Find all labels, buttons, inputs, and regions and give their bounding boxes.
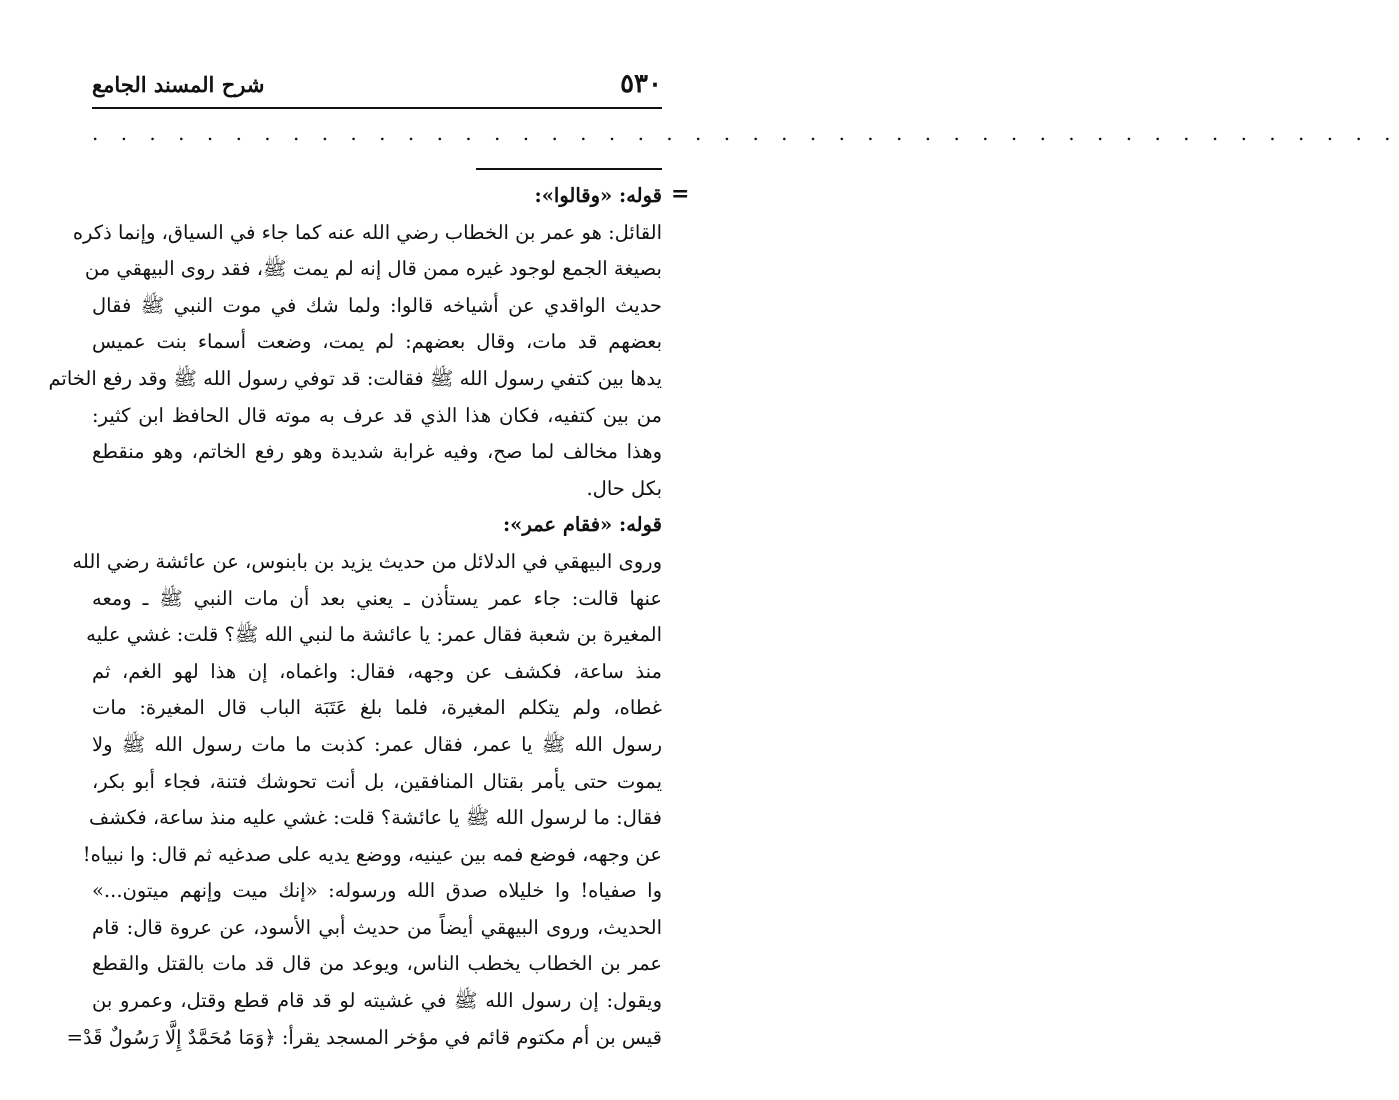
text-line: الحديث، وروى البيهقي أيضاً من حديث أبي الأسود، عن عروة قال: قام (92, 915, 662, 939)
page-number: ٥٣٠ (620, 69, 662, 99)
text-line: عنها قالت: جاء عمر يستأذن ـ يعني بعد أن مات النبي ﷺ ـ ومعه (92, 586, 662, 610)
text-line: قيس بن أم مكتوم قائم في مؤخر المسجد يقرأ: ﴿وَمَا مُحَمَّدٌ إِلَّا رَسُولٌ قَدْ= (66, 1025, 662, 1049)
text-line: يدها بين كتفي رسول الله ﷺ فقالت: قد توفي رسول الله ﷺ وقد رفع الخاتم (48, 366, 662, 390)
text-line: منذ ساعة، فكشف عن وجهه، فقال: واغماه، إن هذا لهو الغم، ثم (92, 659, 662, 683)
text-line: عن وجهه، فوضع فمه بين عينيه، ووضع يديه على صدغيه ثم قال: وا نبياه! (82, 842, 662, 866)
continuation-mark: = (671, 181, 690, 207)
text-line: بصيغة الجمع لوجود غيره ممن قال إنه لم يمت ﷺ، فقد روى البيهقي من (84, 257, 662, 281)
section-heading: قوله: «فقام عمر»: (502, 513, 662, 537)
text-line: يموت حتى يأمر بقتال المنافقين، بل أنت تحوشك فتنة، فجاء أبو بكر، (92, 769, 662, 793)
text-line: ويقول: إن رسول الله ﷺ في غشيته لو قد قام قطع وقتل، وعمرو بن (92, 989, 662, 1013)
text-line: حديث الواقدي عن أشياخه قالوا: ولما شك في موت النبي ﷺ فقال (92, 293, 662, 317)
section-heading: قوله: «وقالوا»: (534, 184, 662, 207)
text-line: وا صفياه! وا خليلاه صدق الله ورسوله: «إنك ميت وإنهم ميتون...» (92, 879, 662, 903)
text-line: المغيرة بن شعبة فقال عمر: يا عائشة ما لنبي الله ﷺ؟ قلت: غشي عليه (86, 623, 662, 647)
text-line: وهذا مخالف لما صح، وفيه غرابة شديدة وهو رفع الخاتم، وهو منقطع (92, 440, 662, 464)
text-line: بعضهم قد مات، وقال بعضهم: لم يمت، وضعت أسماء بنت عميس (92, 330, 662, 354)
text-line: وروى البيهقي في الدلائل من حديث يزيد بن بابنوس، عن عائشة رضي الله (72, 549, 662, 573)
running-title: شرح المسند الجامع (92, 71, 265, 97)
text-line: بكل حال. (586, 476, 662, 500)
page-header (92, 62, 662, 106)
text-line: القائل: هو عمر بن الخطاب رضي الله عنه كما جاء في السياق، وإنما ذكره (72, 220, 662, 244)
footnote-body (48, 178, 662, 1056)
text-line: غطاه، ولم يتكلم المغيرة، فلما بلغ عَتَبَة الباب قال المغيرة: مات (92, 696, 662, 720)
text-line: رسول الله ﷺ يا عمر، فقال عمر: كذبت ما مات رسول الله ﷺ ولا (92, 732, 662, 756)
text-line: فقال: ما لرسول الله ﷺ يا عائشة؟ قلت: غشي عليه منذ ساعة، فكشف (89, 806, 662, 830)
text-line: عمر بن الخطاب يخطب الناس، ويوعد من قال قد مات بالقتل والقطع (92, 952, 662, 976)
footnote-rule (476, 168, 662, 170)
text-line: من بين كتفيه، فكان هذا الذي قد عرف به موته قال الحافظ ابن كثير: (92, 403, 662, 427)
header-rule (92, 107, 662, 109)
dotted-separator: . . . . . . . . . . . . . . . . . . . . . . . . . . . . . . . . . . . . . . . . . . . . . . (92, 121, 1399, 145)
